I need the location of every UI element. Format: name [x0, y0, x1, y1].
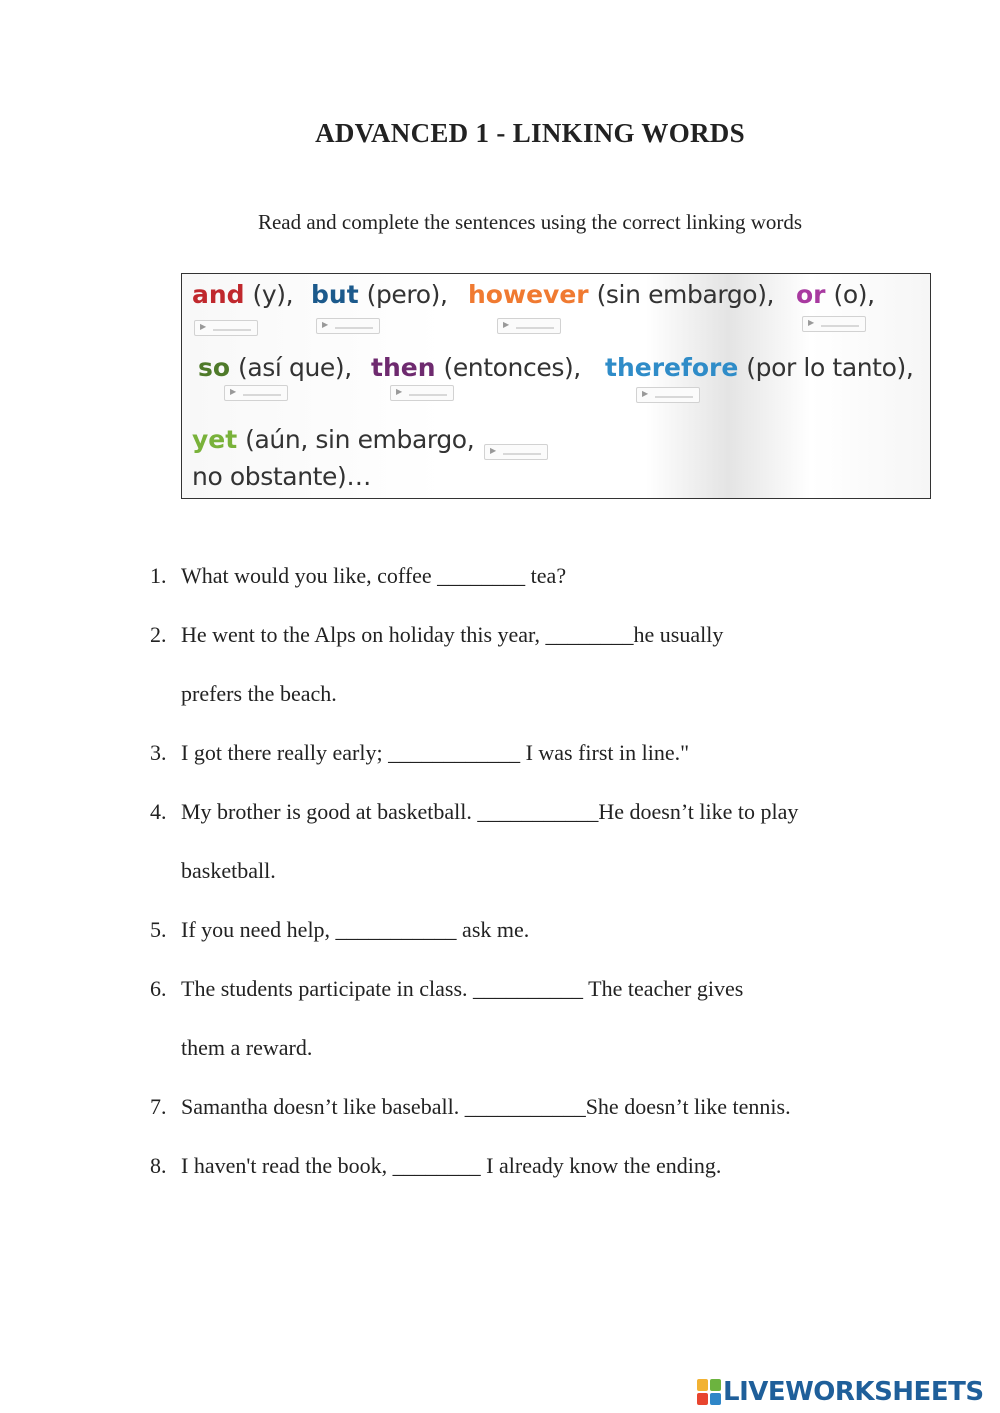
term-translation: (y), [252, 280, 294, 309]
term-word: and [192, 280, 245, 309]
question-5 [150, 917, 529, 943]
audio-progress-bar[interactable] [213, 329, 251, 331]
term-then [371, 353, 581, 382]
term-translation: no obstante)… [192, 462, 371, 491]
question-text: My brother is good at basketball. ___________He doesn’t like to play [181, 799, 799, 824]
term-translation: (o), [833, 280, 875, 309]
question-1 [150, 563, 566, 589]
question-2-continued: prefers the beach. [181, 681, 337, 706]
question-text: If you need help, ___________ ask me. [181, 917, 530, 942]
audio-player-and[interactable] [194, 320, 258, 336]
term-translation: (aún, sin embargo, [245, 425, 475, 454]
term-or [796, 280, 875, 309]
term-and [192, 280, 293, 309]
question-number: 3. [150, 740, 167, 765]
question-number: 8. [150, 1153, 167, 1178]
play-icon[interactable]: ▶ [200, 322, 207, 331]
play-icon[interactable]: ▶ [322, 320, 329, 329]
question-6-continued: them a reward. [181, 1035, 313, 1060]
play-icon[interactable]: ▶ [230, 387, 237, 396]
play-icon[interactable]: ▶ [490, 446, 497, 455]
term-word: but [311, 280, 359, 309]
question-7 [150, 1094, 791, 1120]
term-translation: (sin embargo), [596, 280, 775, 309]
audio-player-therefore[interactable] [636, 387, 700, 403]
term-yet [192, 425, 474, 454]
question-text: I haven't read the book, ________ I already know the ending. [181, 1153, 722, 1178]
play-icon[interactable]: ▶ [642, 389, 649, 398]
audio-progress-bar[interactable] [503, 453, 541, 455]
liveworksheets-logo [697, 1375, 984, 1409]
question-text: I got there really early; ____________ I was first in line." [181, 740, 690, 765]
audio-progress-bar[interactable] [516, 327, 554, 329]
question-text: The students participate in class. __________ The teacher gives [181, 976, 744, 1001]
question-number: 2. [150, 622, 167, 647]
question-text: Samantha doesn’t like baseball. ___________She doesn’t like tennis. [181, 1094, 791, 1119]
question-number: 6. [150, 976, 167, 1001]
audio-progress-bar[interactable] [335, 327, 373, 329]
logo-text: LIVEWORKSHEETS [723, 1377, 984, 1407]
term-translation: (por lo tanto), [746, 353, 914, 382]
audio-player-or[interactable] [802, 316, 866, 332]
question-text: He went to the Alps on holiday this year, ________he usually [181, 622, 724, 647]
question-4-continued: basketball. [181, 858, 276, 883]
question-text: What would you like, coffee ________ tea? [181, 563, 567, 588]
question-number: 1. [150, 563, 167, 588]
instructions-text: Read and complete the sentences using the correct linking words [257, 210, 803, 234]
liveworksheets-logo-icon [697, 1379, 721, 1405]
audio-player-however[interactable] [497, 318, 561, 334]
audio-progress-bar[interactable] [409, 394, 447, 396]
question-2 [150, 622, 723, 648]
audio-progress-bar[interactable] [243, 394, 281, 396]
term-word: yet [192, 425, 238, 454]
term-however [468, 280, 774, 309]
question-4 [150, 799, 798, 825]
linking-words-box [181, 273, 931, 499]
question-number: 7. [150, 1094, 167, 1119]
term-translation: (entonces), [443, 353, 581, 382]
question-8 [150, 1153, 721, 1179]
audio-player-then[interactable] [390, 385, 454, 401]
audio-progress-bar[interactable] [655, 396, 693, 398]
term-word: so [198, 353, 231, 382]
audio-player-so[interactable] [224, 385, 288, 401]
audio-player-but[interactable] [316, 318, 380, 334]
play-icon[interactable]: ▶ [396, 387, 403, 396]
term-so [198, 353, 352, 382]
term-translation: (así que), [238, 353, 352, 382]
question-3 [150, 740, 689, 766]
term-but [311, 280, 448, 309]
audio-progress-bar[interactable] [821, 325, 859, 327]
term-translation: (pero), [366, 280, 448, 309]
page-title: ADVANCED 1 - LINKING WORDS [315, 118, 745, 148]
question-6 [150, 976, 743, 1002]
audio-player-yet[interactable] [484, 444, 548, 460]
question-number: 5. [150, 917, 167, 942]
play-icon[interactable]: ▶ [503, 320, 510, 329]
term-word: or [796, 280, 826, 309]
term-therefore [605, 353, 913, 382]
question-number: 4. [150, 799, 167, 824]
term-word: however [468, 280, 589, 309]
term-word: then [371, 353, 436, 382]
term-word: therefore [605, 353, 739, 382]
play-icon[interactable]: ▶ [808, 318, 815, 327]
term-yet-continued [192, 462, 371, 491]
